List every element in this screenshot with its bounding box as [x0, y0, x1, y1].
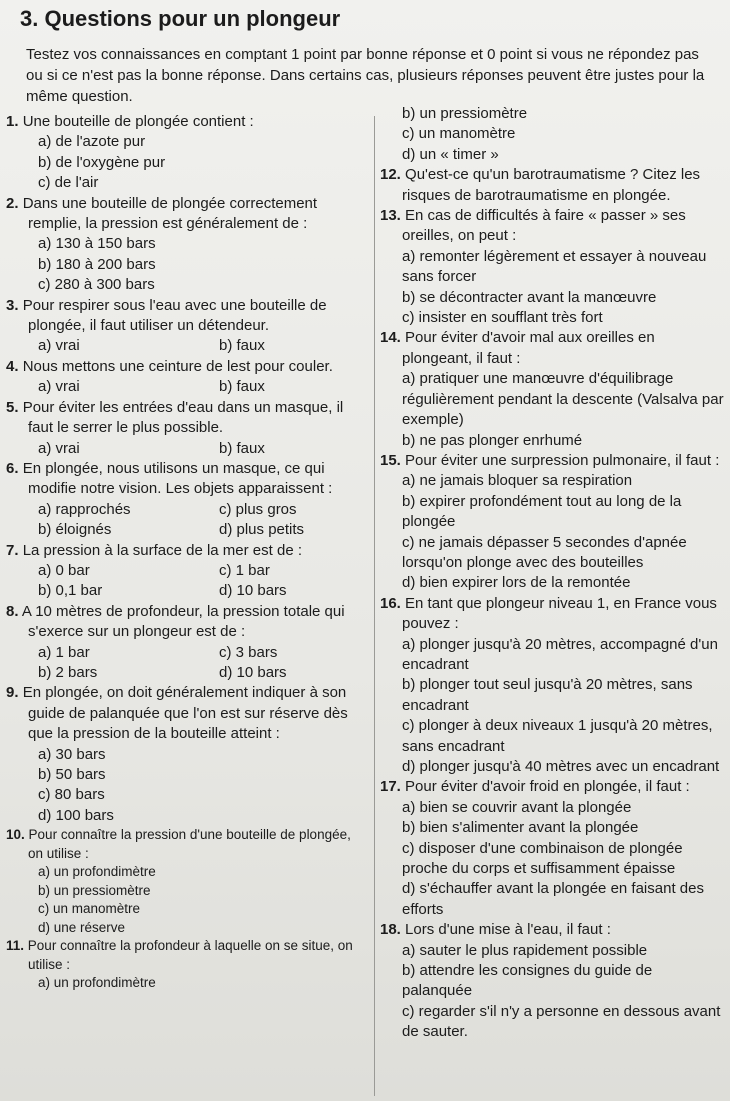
- answer-row: [6, 520, 368, 540]
- right-column: [380, 104, 726, 1043]
- left-column: [6, 112, 368, 993]
- answer-option: c) 280 à 300 bars: [38, 276, 155, 294]
- answer-option: d) bien expirer lors de la remontée: [402, 574, 631, 592]
- question-number: 14.: [380, 329, 401, 347]
- answer-option: b) attendre les consignes du guide de palanquée: [402, 962, 653, 1000]
- question-label: Pour éviter une surpression pulmonaire, il faut :: [405, 451, 720, 469]
- question-label: En cas de difficultés à faire « passer » ses oreilles, on peut :: [402, 207, 686, 245]
- question-text: [380, 165, 726, 206]
- question-number: 5.: [6, 398, 19, 416]
- answer-option: a) bien se couvrir avant la plongée: [402, 798, 632, 816]
- answer-option: a) 1 bar: [38, 643, 90, 661]
- question-number: 1.: [6, 113, 19, 130]
- question-text: [6, 602, 368, 643]
- question-text: [6, 194, 368, 235]
- question-7: [6, 541, 368, 602]
- question-label: Pour éviter les entrées d'eau dans un masque, il faut le serrer le plus possible.: [22, 398, 344, 437]
- question-label: Pour connaître la pression d'une bouteille de plongée, on utilise :: [28, 827, 351, 861]
- question-number: 16.: [380, 594, 401, 612]
- answer-option: d) plonger jusqu'à 40 mètres avec un encadrant: [402, 758, 720, 775]
- answer-option: b) éloignés: [38, 521, 112, 539]
- answer-option: b) 2 bars: [38, 663, 98, 681]
- question-8: [6, 602, 368, 684]
- question-1: [6, 112, 368, 194]
- question-label: Pour respirer sous l'eau avec une bouteille de plongée, il faut utiliser un détendeur.: [22, 296, 327, 335]
- question-number: 6.: [6, 459, 19, 477]
- answer-option: a) de l'azote pur: [38, 133, 146, 151]
- answer-option: b) un pressiomètre: [38, 882, 151, 898]
- question-12: [380, 165, 726, 206]
- question-13: [380, 206, 726, 328]
- question-number: 17.: [380, 778, 401, 796]
- answer-option: c) insister en soufflant très fort: [402, 309, 603, 327]
- question-label: Lors d'une mise à l'eau, il faut :: [405, 921, 611, 939]
- answer-row: [6, 643, 368, 663]
- answer-option: d) un « timer »: [402, 145, 499, 163]
- answer-option: c) 1 bar: [219, 561, 270, 579]
- answer-option: d) plus petits: [219, 521, 305, 539]
- answer-option: c) disposer d'une combinaison de plongée proche du corps et suffisamment épaisse: [402, 839, 683, 878]
- question-3: [6, 296, 368, 357]
- answer-option: a) vrai: [38, 378, 80, 396]
- answer-option: a) ne jamais bloquer sa respiration: [402, 472, 633, 490]
- page-title: 3. Questions pour un plongeur: [20, 6, 341, 31]
- question-number: 7.: [6, 541, 19, 559]
- answer-option: b) 50 bars: [38, 766, 106, 783]
- question-text: [6, 357, 368, 377]
- question-11: [6, 937, 368, 993]
- question-text: [6, 459, 368, 500]
- question-number: 9.: [6, 684, 19, 702]
- intro-paragraph: Testez vos connaissances en comptant 1 point par bonne réponse et 0 point si vous ne répondez pas ou si ce n'est pas la bonne réponse. Dans certains cas, plusieurs réponses peuvent être justes pour la même question.: [26, 46, 705, 105]
- answer-option: b) ne pas plonger enrhumé: [402, 431, 583, 449]
- question-label: La pression à la surface de la mer est de :: [22, 541, 303, 559]
- question-text: [6, 826, 368, 863]
- answer-option: d) une réserve: [38, 919, 126, 935]
- question-label: En plongée, on doit généralement indiquer à son guide de palanquée que l'on est sur réserve dès que la pression de la bouteille atteint :: [22, 684, 348, 743]
- answer-option: c) ne jamais dépasser 5 secondes d'apnée lorsqu'on plonge avec des bouteilles: [402, 533, 687, 571]
- answer-option: a) pratiquer une manœuvre d'équilibrage régulièrement pendant la descente (Valsalva par exemple): [402, 370, 724, 429]
- question-number: 15.: [380, 451, 401, 469]
- answer-row: [6, 561, 368, 581]
- question-text: [380, 451, 726, 471]
- question-10: [6, 826, 368, 937]
- answer-option: a) plonger jusqu'à 20 mètres, accompagné d'un encadrant: [402, 635, 718, 673]
- question-text: [6, 683, 368, 744]
- answer-option: c) regarder s'il n'y a personne en dessous avant de sauter.: [402, 1002, 721, 1041]
- answer-option: c) un manomètre: [38, 901, 141, 917]
- question-text: [380, 328, 726, 369]
- answer-option: b) un pressiomètre: [402, 105, 528, 122]
- question-label: En plongée, nous utilisons un masque, ce qui modifie notre vision. Les objets apparaissent :: [22, 459, 333, 498]
- question-text: [380, 920, 726, 940]
- question-label: En tant que plongeur niveau 1, en France vous pouvez :: [402, 594, 717, 633]
- answer-option: b) 0,1 bar: [38, 582, 103, 600]
- answer-row: [6, 581, 368, 601]
- question-label: Pour éviter d'avoir mal aux oreilles en plongeant, il faut :: [402, 329, 655, 367]
- question-label: Dans une bouteille de plongée correctement remplie, la pression est généralement de :: [22, 194, 318, 233]
- question-18: [380, 920, 726, 1042]
- question-text: [6, 541, 368, 561]
- question-2: [6, 194, 368, 296]
- question-text: [6, 296, 368, 337]
- answer-option: b) se décontracter avant la manœuvre: [402, 288, 657, 306]
- answer-row: [6, 377, 368, 397]
- question-label: Une bouteille de plongée contient :: [22, 113, 254, 130]
- answer-option: b) faux: [219, 439, 265, 457]
- question-17: [380, 777, 726, 920]
- question-15: [380, 451, 726, 594]
- question-text: [6, 398, 368, 439]
- question-number: 2.: [6, 194, 19, 212]
- answer-option: d) s'échauffer avant la plongée en faisant des efforts: [402, 880, 704, 918]
- answer-row: [6, 439, 368, 459]
- column-divider: [374, 116, 375, 1096]
- answer-option: a) sauter le plus rapidement possible: [402, 941, 648, 959]
- question-number: 10.: [6, 827, 25, 843]
- question-text: [380, 777, 726, 797]
- question-9: [6, 683, 368, 826]
- question-6: [6, 459, 368, 541]
- answer-option: c) plus gros: [219, 500, 297, 518]
- answer-row: [6, 500, 368, 520]
- question-number: 18.: [380, 921, 401, 939]
- answer-option: a) remonter légèrement et essayer à nouveau sans forcer: [402, 247, 707, 286]
- question-label: Pour connaître la profondeur à laquelle on se situe, on utilise :: [27, 938, 353, 972]
- answer-option: c) de l'air: [38, 174, 99, 192]
- answer-option: a) vrai: [38, 337, 80, 355]
- answer-option: d) 10 bars: [219, 663, 287, 681]
- answer-option: a) rapprochés: [38, 500, 131, 518]
- question-number: 11.: [6, 938, 25, 954]
- question-14: [380, 328, 726, 450]
- answer-option: b) de l'oxygène pur: [38, 153, 166, 171]
- question-text: [6, 112, 368, 132]
- question-label: A 10 mètres de profondeur, la pression totale qui s'exerce sur un plongeur est de :: [21, 602, 345, 641]
- answer-option: c) 80 bars: [38, 786, 105, 804]
- answer-option: b) 180 à 200 bars: [38, 255, 156, 273]
- answer-option: b) expirer profondément tout au long de la plongée: [402, 492, 682, 531]
- question-label: Qu'est-ce qu'un barotraumatisme ? Citez les risques de barotraumatisme en plongée.: [402, 166, 701, 204]
- answer-option: b) plonger tout seul jusqu'à 20 mètres, sans encadrant: [402, 676, 693, 714]
- answer-option: b) bien s'alimenter avant la plongée: [402, 819, 639, 837]
- answer-row: [6, 663, 368, 683]
- question-text: [380, 206, 726, 247]
- question-label: Nous mettons une ceinture de lest pour couler.: [22, 357, 333, 375]
- answer-option: c) plonger à deux niveaux 1 jusqu'à 20 mètres, sans encadrant: [402, 717, 713, 755]
- answer-row: [6, 336, 368, 356]
- answer-option: a) 130 à 150 bars: [38, 235, 156, 253]
- answer-option: a) 0 bar: [38, 561, 90, 579]
- answer-option: b) faux: [219, 378, 265, 396]
- answer-option: d) 100 bars: [38, 806, 114, 824]
- answer-option: d) 10 bars: [219, 582, 287, 600]
- question-16: [380, 594, 726, 778]
- answer-option: b) faux: [219, 337, 265, 355]
- continued-options: [380, 104, 726, 165]
- answer-option: a) 30 bars: [38, 745, 106, 763]
- question-text: [380, 594, 726, 635]
- question-5: [6, 398, 368, 459]
- answer-option: a) vrai: [38, 439, 80, 457]
- question-label: Pour éviter d'avoir froid en plongée, il faut :: [405, 778, 690, 796]
- question-number: 3.: [6, 296, 19, 314]
- question-4: [6, 357, 368, 398]
- question-text: [6, 937, 368, 974]
- answer-option: a) un profondimètre: [38, 975, 156, 991]
- question-number: 13.: [380, 207, 401, 225]
- answer-option: c) un manomètre: [402, 125, 516, 143]
- question-number: 8.: [6, 602, 19, 620]
- question-number: 12.: [380, 166, 401, 184]
- question-number: 4.: [6, 357, 19, 375]
- answer-option: c) 3 bars: [219, 643, 278, 661]
- answer-option: a) un profondimètre: [38, 864, 156, 880]
